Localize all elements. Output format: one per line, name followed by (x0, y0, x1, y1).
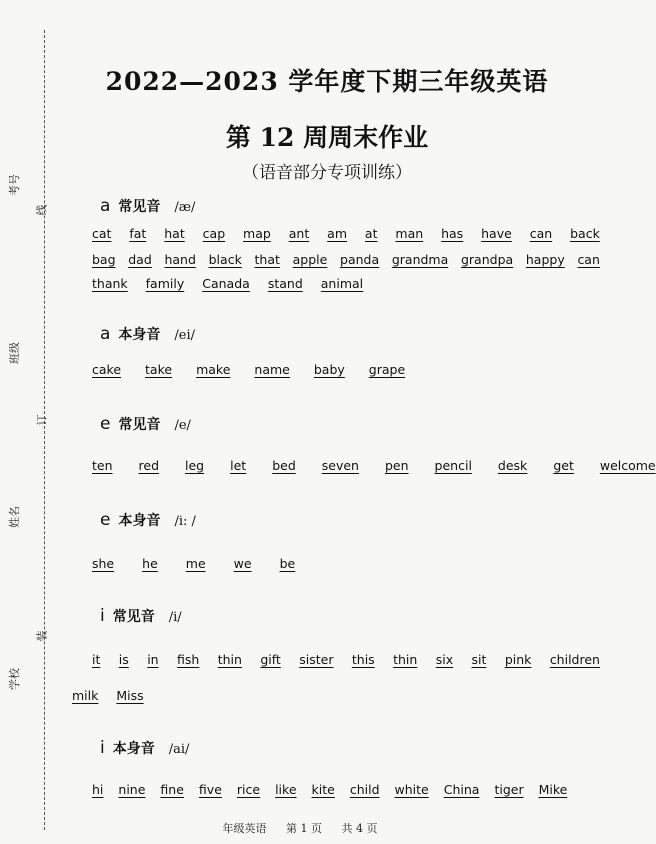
page-subtitle-note: （语音部分专项训练） (242, 163, 412, 183)
word: sit (471, 652, 487, 667)
word: grape (368, 362, 406, 377)
word: make (196, 362, 231, 377)
word: thin (217, 652, 242, 667)
word: has (441, 226, 464, 241)
word: baby (313, 362, 345, 377)
section-letter: e (100, 414, 111, 434)
word: thank (92, 276, 128, 291)
word: child (349, 782, 380, 797)
word: five (198, 782, 222, 797)
word: red (138, 458, 160, 473)
word: nine (118, 782, 146, 797)
word: Miss (116, 688, 144, 703)
word: am (327, 226, 347, 241)
section-letter: i (100, 606, 105, 626)
word: seven (321, 458, 359, 473)
section-name: 常见音 (118, 417, 161, 433)
word: animal (320, 276, 364, 291)
footer-course: 年级英语 (222, 822, 267, 835)
binding-margin (0, 0, 72, 844)
word: at (364, 226, 378, 241)
word: hi (92, 782, 104, 797)
word-line (92, 458, 656, 473)
word: we (233, 556, 252, 571)
page-footer (0, 820, 600, 836)
section-letter: a (100, 196, 111, 216)
word: pencil (434, 458, 472, 473)
footer-page: 第 1 页 (286, 822, 322, 835)
word: fine (160, 782, 184, 797)
word: black (208, 252, 242, 267)
word: white (394, 782, 429, 797)
label-exam-number: 考号 (8, 174, 21, 196)
footer-total: 共 4 页 (341, 822, 378, 835)
word: fish (177, 652, 200, 667)
word: cake (92, 362, 122, 377)
word: panda (340, 252, 380, 267)
word: thin (393, 652, 418, 667)
word: family (145, 276, 185, 291)
section-name: 常见音 (112, 609, 155, 625)
word-line (72, 688, 580, 703)
word: dad (128, 252, 152, 267)
cut-mark-pack: 装 (35, 630, 49, 642)
word: this (351, 652, 375, 667)
section-letter: e (100, 510, 111, 530)
word: apple (292, 252, 328, 267)
word: pen (384, 458, 409, 473)
word: grandma (391, 252, 449, 267)
word: Canada (202, 276, 250, 291)
word: have (481, 226, 512, 241)
word: fat (129, 226, 147, 241)
section-name: 本身音 (112, 741, 155, 757)
word: name (254, 362, 290, 377)
word: kite (311, 782, 335, 797)
page-title: 2022—2023 学年度下期三年级英语 (105, 67, 549, 96)
word: take (145, 362, 173, 377)
word: cat (92, 226, 112, 241)
word: leg (185, 458, 205, 473)
word: hat (164, 226, 185, 241)
page-subtitle: 第 12 周周末作业 (225, 123, 429, 152)
section-heading (100, 606, 182, 626)
label-name: 姓名 (8, 506, 21, 528)
section-ipa: /ai/ (168, 742, 190, 757)
section-heading (100, 510, 196, 530)
section-ipa: /æ/ (174, 200, 196, 215)
word: six (435, 652, 454, 667)
word: milk (72, 688, 99, 703)
word: desk (497, 458, 528, 473)
section-name: 本身音 (118, 327, 161, 343)
section-ipa: /ei/ (174, 328, 196, 343)
label-school: 学校 (8, 668, 21, 690)
label-class: 班级 (8, 342, 21, 364)
word: man (395, 226, 424, 241)
section-name: 常见音 (118, 199, 161, 215)
cut-mark-line: 线 (35, 204, 49, 216)
word: let (230, 458, 247, 473)
word: he (142, 556, 158, 571)
section-letter: i (100, 738, 105, 758)
word: ten (92, 458, 113, 473)
section-ipa: /e/ (174, 418, 191, 433)
word: map (243, 226, 271, 241)
word-line (92, 652, 600, 667)
word: grandpa (460, 252, 514, 267)
section-ipa: /i/ (168, 610, 182, 625)
word: like (275, 782, 297, 797)
section-heading (100, 196, 195, 216)
word: cap (202, 226, 226, 241)
word: that (254, 252, 280, 267)
word: she (92, 556, 115, 571)
word-line (92, 252, 600, 267)
word: pink (504, 652, 532, 667)
section-heading (100, 738, 189, 758)
word-line (92, 782, 600, 797)
section-name: 本身音 (118, 513, 161, 529)
word: welcome (599, 458, 656, 473)
word-line (92, 556, 600, 571)
word: China (443, 782, 480, 797)
word-line (92, 276, 600, 291)
section-letter: a (100, 324, 111, 344)
section-ipa: /i: / (174, 514, 196, 529)
section-heading (100, 324, 195, 344)
word: back (570, 226, 600, 241)
word: can (577, 252, 600, 267)
word: happy (525, 252, 565, 267)
word: can (529, 226, 553, 241)
word-line (92, 362, 600, 377)
word: in (147, 652, 159, 667)
word: ant (288, 226, 310, 241)
cut-mark-bind: 订 (35, 414, 49, 426)
word: get (553, 458, 574, 473)
word-line (92, 226, 600, 241)
word: sister (299, 652, 334, 667)
section-heading (100, 414, 191, 434)
word: Mike (538, 782, 568, 797)
word: me (185, 556, 206, 571)
word: bed (272, 458, 296, 473)
word: children (549, 652, 600, 667)
word: rice (236, 782, 261, 797)
word: gift (260, 652, 281, 667)
word: bag (92, 252, 116, 267)
word: hand (164, 252, 196, 267)
cut-line (44, 30, 45, 830)
word: tiger (494, 782, 524, 797)
word: be (279, 556, 296, 571)
word: stand (267, 276, 303, 291)
word: it (92, 652, 101, 667)
word: is (118, 652, 129, 667)
